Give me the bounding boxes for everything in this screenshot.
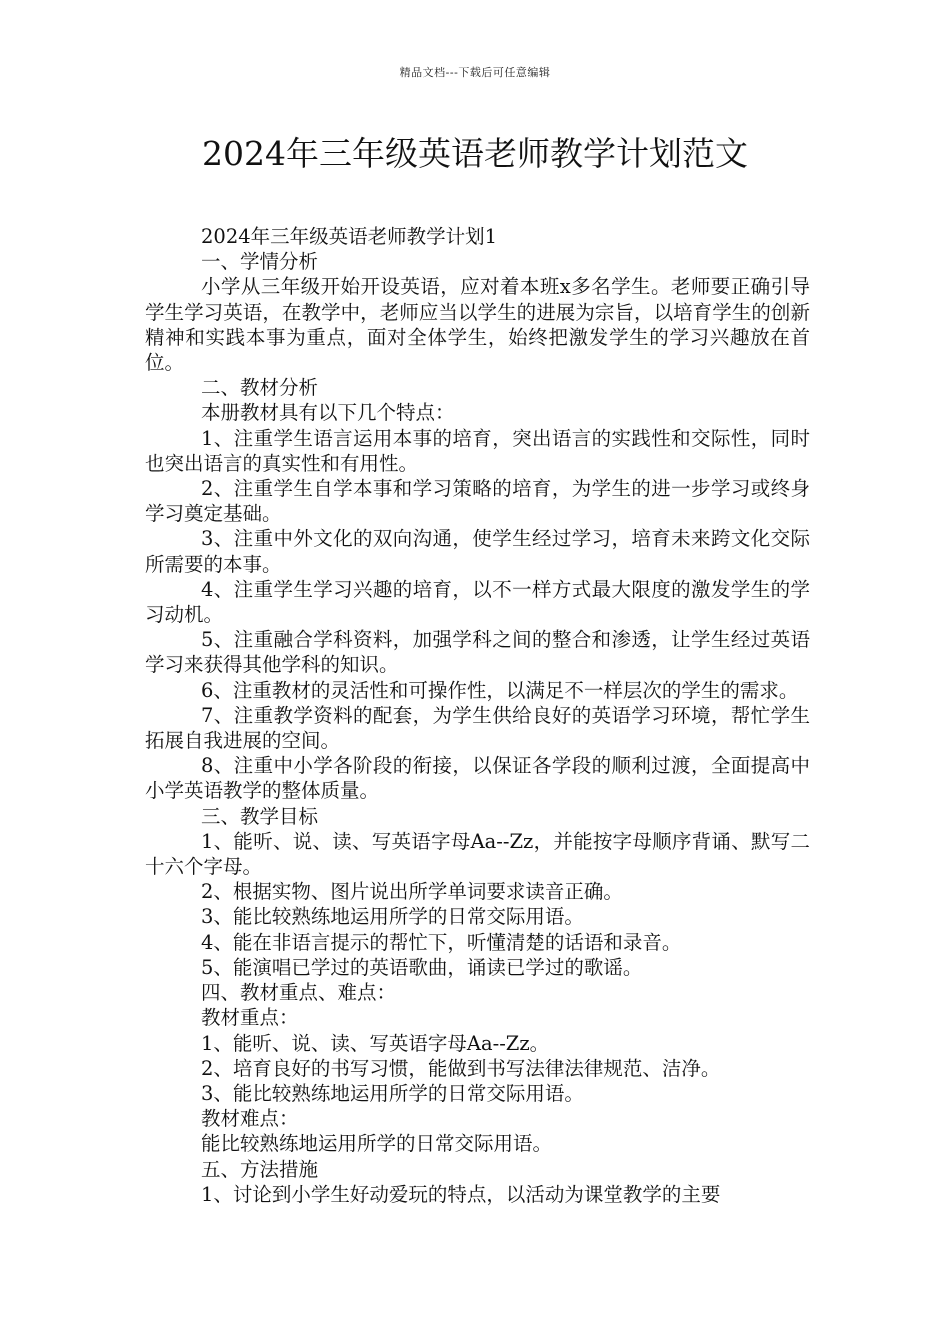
list-item: 5、能演唱已学过的英语歌曲，诵读已学过的歌谣。 bbox=[201, 955, 643, 979]
section-heading-1: 一、学情分析 bbox=[201, 250, 319, 274]
list-item: 3、能比较熟练地运用所学的日常交际用语。 bbox=[201, 1081, 584, 1105]
list-item: 1、能听、说、读、写英语字母Aa--Zz，并能按字母顺序背诵、默写二十六个字母。 bbox=[145, 829, 810, 879]
document-body bbox=[145, 224, 810, 1207]
list-item: 3、注重中外文化的双向沟通，使学生经过学习，培育未来跨文化交际所需要的本事。 bbox=[145, 527, 810, 576]
document-title: 2024年三年级英语老师教学计划范文 bbox=[202, 134, 748, 173]
body-paragraph: 能比较熟练地运用所学的日常交际用语。 bbox=[201, 1132, 553, 1156]
body-paragraph: 小学从三年级开始开设英语，应对着本班x多名学生。老师要正确引导学生学习英语，在教学中，老师应当以学生的进展为宗旨，以培育学生的创新精神和实践本事为重点，面对全体学生，始终把激发学生的学习兴趣放在首位。 bbox=[145, 275, 810, 375]
list-item: 1、讨论到小学生好动爱玩的特点，以活动为课堂教学的主要 bbox=[201, 1182, 721, 1206]
section-heading-5: 五、方法措施 bbox=[201, 1157, 319, 1181]
sub-heading: 教材重点： bbox=[201, 1006, 299, 1030]
list-item: 3、能比较熟练地运用所学的日常交际用语。 bbox=[201, 905, 584, 929]
list-item: 2、根据实物、图片说出所学单词要求读音正确。 bbox=[201, 880, 623, 904]
list-item: 2、培育良好的书写习惯，能做到书写法律法律规范、洁净。 bbox=[201, 1056, 721, 1080]
list-item: 5、注重融合学科资料，加强学科之间的整合和渗透，让学生经过英语学习来获得其他学科的知识。 bbox=[145, 628, 810, 677]
header-note: 精品文档---下载后可任意编辑 bbox=[399, 66, 551, 79]
sub-heading: 教材难点： bbox=[201, 1107, 299, 1131]
list-item: 7、注重教学资料的配套，为学生供给良好的英语学习环境，帮忙学生拓展自我进展的空间。 bbox=[145, 703, 810, 753]
section-heading-2: 二、教材分析 bbox=[201, 376, 319, 400]
list-item: 4、注重学生学习兴趣的培育，以不一样方式最大限度的激发学生的学习动机。 bbox=[145, 577, 810, 627]
list-item: 1、注重学生语言运用本事的培育，突出语言的实践性和交际性，同时也突出语言的真实性和有用性。 bbox=[145, 426, 810, 475]
list-item: 2、注重学生自学本事和学习策略的培育，为学生的进一步学习或终身学习奠定基础。 bbox=[145, 477, 810, 526]
list-item: 8、注重中小学各阶段的衔接，以保证各学段的顺利过渡，全面提高中小学英语教学的整体质量。 bbox=[145, 754, 810, 803]
section-heading-3: 三、教学目标 bbox=[201, 804, 319, 828]
list-item: 1、能听、说、读、写英语字母Aa--Zz。 bbox=[201, 1031, 550, 1055]
list-item: 6、注重教材的灵活性和可操作性，以满足不一样层次的学生的需求。 bbox=[201, 678, 799, 702]
body-paragraph: 本册教材具有以下几个特点： bbox=[201, 401, 455, 425]
subtitle-paragraph: 2024年三年级英语老师教学计划1 bbox=[201, 225, 498, 248]
section-heading-4: 四、教材重点、难点： bbox=[201, 981, 397, 1005]
list-item: 4、能在非语言提示的帮忙下，听懂清楚的话语和录音。 bbox=[201, 930, 682, 954]
